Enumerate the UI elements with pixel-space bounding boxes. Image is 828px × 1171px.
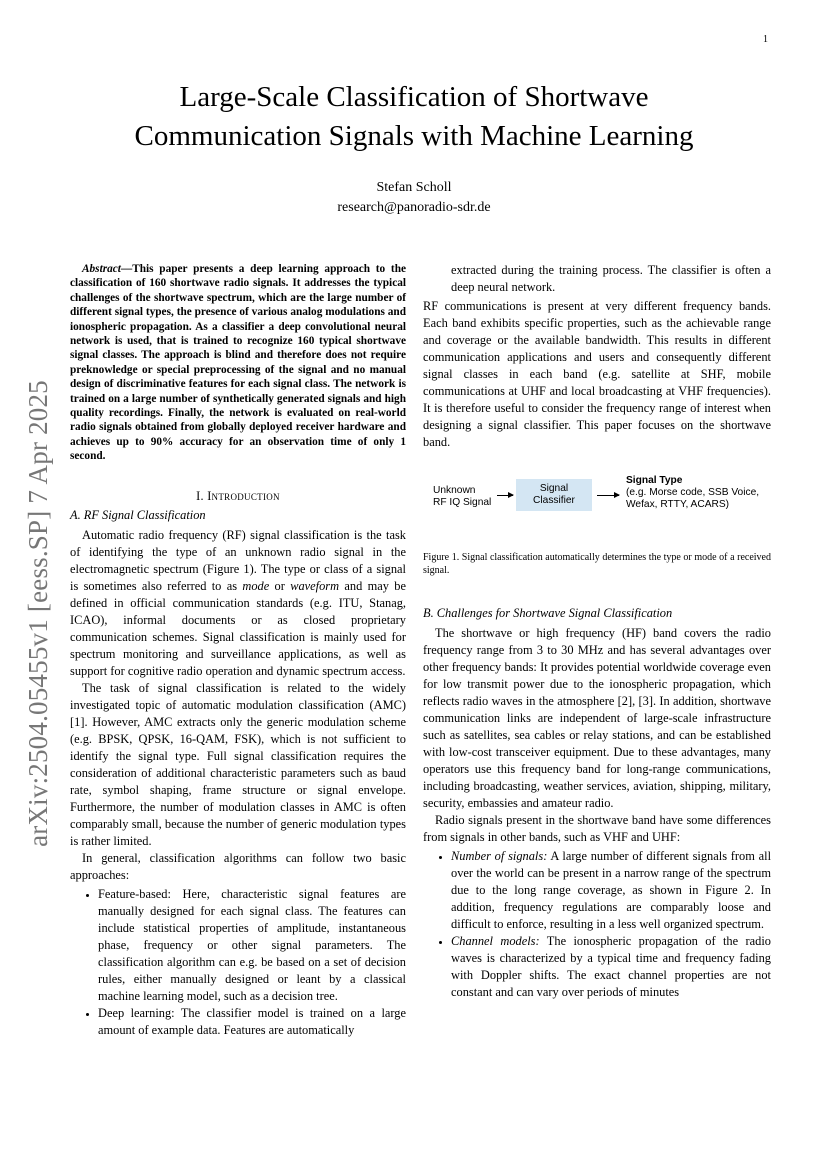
abstract-label: Abstract	[82, 263, 121, 275]
diagram-output-label	[626, 475, 759, 511]
text-run: Automatic radio frequency (RF) signal classification is the task of identifying the type of an unknown radio signal in the electromagnetic spectrum (Figure 1). The type or class of a signal is sometimes also referred to as	[70, 527, 406, 593]
author-email: research@panoradio-sdr.de	[337, 200, 491, 215]
text-run: or	[269, 578, 291, 593]
abstract-text: —This paper presents a deep learning approach to the classification of 160 shortwave radio signals. It addresses the typical challenges of the shortwave spectrum, which are the large number of different signal types, the presence of various analog modulations and ionospheric propagation. As a classifier a deep convolutional neural network is used, that is trained to recognize 160 typical shortwave signal classes. The approach is blind and therefore does not require preknowledge or special preprocessing of the signal and no manual design of discriminative features for each signal class. The network is trained on a large number of synthetically generated signals and high quality recordings. Finally, the network is evaluated on real-world radio signals obtained from globally deployed receiver hardware and achieves up to 90% accuracy for an observation time of only 1 second.	[70, 263, 406, 463]
abstract	[70, 262, 406, 464]
arrow-right-icon	[597, 495, 619, 496]
challenge-label: Channel models:	[451, 934, 540, 948]
text-run: and may be defined in official communication standards (e.g. ITU, Stanag, ICAO), informal documents or as closed proprietary communication schemes. Signal classification is mainly used for spectrum monitoring and surveillance applications, as well as support for cognitive radio operation and dynamic spectrum access.	[70, 578, 406, 678]
emphasis-mode: mode	[242, 578, 270, 593]
page-number: 1	[763, 34, 768, 45]
approach-list	[70, 886, 406, 1039]
challenge-label: Number of signals:	[451, 849, 548, 863]
diagram-output-line-2: Wefax, RTTY, ACARS)	[626, 499, 730, 510]
challenges-paragraph-2: Radio signals present in the shortwave band have some differences from signals in other bands, such as VHF and UHF:	[423, 813, 771, 844]
intro-paragraph-4: RF communications is present at very different frequency bands. Each band exhibits specific properties, such as the achievable range and coverage or the available bandwidth. This results in different communication applications and users and consequently different signal classes in each band (e.g. satellite at SHF, mobile communications at UHF and local broadcasting at VHF frequencies). It is therefore useful to consider the frequency range of interest when designing a signal classifier. This paper focuses on the shortwave band.	[423, 299, 771, 449]
diagram-input-line-2: RF IQ Signal	[433, 497, 492, 508]
challenge-number-of-signals	[451, 848, 771, 933]
diagram-input-line-1: Unknown	[433, 485, 476, 496]
arxiv-identifier-text: arXiv:2504.05455v1 [eess.SP] 7 Apr 2025	[22, 379, 53, 847]
challenges-list	[423, 848, 771, 1001]
arxiv-identifier	[2, 368, 74, 858]
diagram-output-line-1: (e.g. Morse code, SSB Voice,	[626, 487, 760, 498]
challenges-paragraph-1: The shortwave or high frequency (HF) band covers the radio frequency range from 3 to 30 MHz and has several advantages over other frequency bands: It provides potential worldwide coverage even for low transmit power due to the ionospheric propagation, which reflects radio waves in the atmosphere [2], [3]. In addition, shortwave communication links are independent of large-scale infrastructure such as satellites, sea cables or relay stations, and can be established with low-cost transceiver equipment. Due to these advantages, many operators use this frequency band for long-range communications, including broadcasting, weather services, aviation, shipping, military, security, embassies and amateur radio.	[423, 626, 771, 810]
author-name: Stefan Scholl	[376, 180, 452, 195]
paper-title-line-2: Communication Signals with Machine Learning	[134, 120, 694, 152]
emphasis-waveform: waveform	[290, 578, 340, 593]
classifier-box-line-2: Classifier	[533, 495, 575, 506]
intro-paragraph-2: The task of signal classification is related to the widely investigated topic of automatic modulation classification (AMC) [1]. However, AMC extracts only the generic modulation scheme (e.g. BPSK, QPSK, 16-QAM, FSK), which is not sufficient to identify the signal type. Full signal classification requires the consideration of additional characteristic parameters such as baud rate, symbol shaping, frame structure or signal envelope. Furthermore, the number of modulation classes in AMC is often comparably small, because the number of generic modulation types is rather limited.	[70, 680, 406, 848]
left-column	[70, 262, 406, 1039]
section-title: Introduction	[207, 488, 280, 503]
approach-deep-learning: • Deep learning: The classifier model is trained on a large amount of example data. Features are automatically	[98, 1005, 406, 1039]
figure-1-caption: Figure 1. Signal classification automatically determines the type or mode of a received signal.	[423, 552, 771, 576]
paper-header	[60, 78, 768, 218]
arrow-right-icon	[497, 495, 513, 496]
diagram-output-title: Signal Type	[626, 475, 683, 486]
subsection-heading-rf: A. RF Signal Classification	[70, 507, 206, 522]
right-column	[423, 262, 771, 1001]
challenge-text: A large number of different signals from all over the world can be present in a narrow range of the spectrum due to the long range coverage, as shown in Figure 2. In addition, frequency regulations are comparably loose and difficult to enforce, resulting in a less well organized spectrum.	[451, 849, 772, 931]
challenge-text: The ionospheric propagation of the radio waves is characterized by a typical time and frequency fading with Doppler shifts. The exact channel properties are not constant and can vary over periods of minutes	[451, 934, 771, 999]
classifier-box-line-1: Signal	[539, 483, 569, 494]
section-number: I.	[196, 488, 204, 503]
intro-paragraph-1	[70, 527, 406, 680]
section-heading-introduction	[70, 488, 406, 505]
subsection-heading-challenges: B. Challenges for Shortwave Signal Classification	[423, 606, 673, 620]
approach-feature-based: • Feature-based: Here, characteristic signal features are manually designed for each signal class. The features can include statistical properties of amplitude, instantaneous phase, frequency or other signal parameters. The classification algorithm can e.g. be based on a set of decision rules, either manually designed or leant by a classical machine learning model, such as a decision tree.	[98, 886, 406, 1005]
diagram-input-label	[433, 485, 491, 509]
approach-deep-learning-continued: extracted during the training process. The classifier is often a deep neural network.	[451, 263, 771, 294]
challenge-channel-models	[451, 933, 771, 1001]
figure-1-diagram	[423, 471, 771, 533]
signal-classifier-box	[516, 479, 592, 511]
intro-paragraph-3: In general, classification algorithms can follow two basic approaches:	[70, 850, 406, 882]
paper-title-line-1: Large-Scale Classification of Shortwave	[179, 81, 649, 113]
